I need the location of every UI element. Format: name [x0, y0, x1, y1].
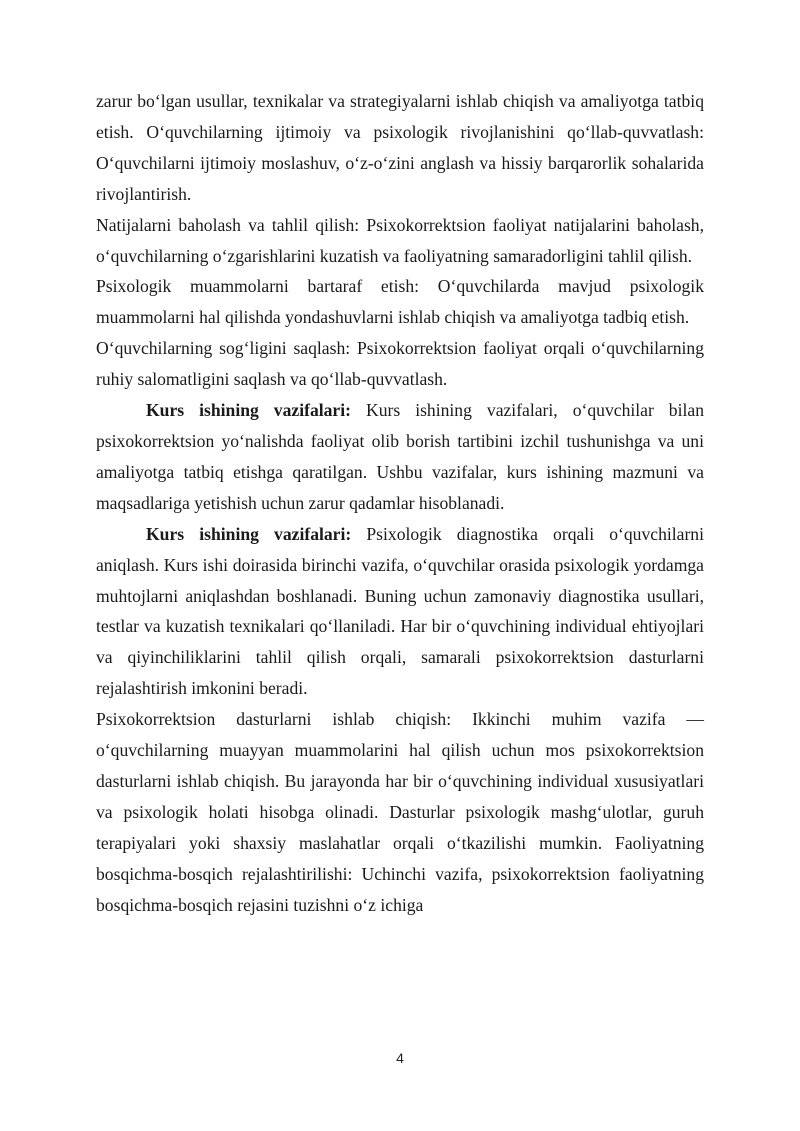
paragraph-6-text: Psixologik diagnostika orqali o‘quvchilarni aniqlash. Kurs ishi doirasida birinchi vazifa, o‘quvchilar orasida psixologik yordamga muhtojlarni aniqlashdan boshlanadi. Buning uchun zamonaviy diagnostika usullari, testlar va kuzatish texnikalari qo‘llaniladi. Har bir o‘quvchining individual ehtiyojlari va qiyinchiliklarini tahlil qilish orqali, samarali psixokorrektsion dasturlarni rejalashtirish imkonini beradi.: [96, 523, 704, 699]
paragraph-1-text: zarur bo‘lgan usullar, texnikalar va strategiyalarni ishlab chiqish va amaliyotga tatbiq etish. O‘quvchilarning ijtimoiy va psixologik rivojlanishini qo‘llab-quvvatlash: O‘quvchilarni ijtimoiy moslashuv, o‘z-o‘zini anglash va hissiy barqarorlik sohalarida rivojlantirish.: [96, 91, 704, 204]
paragraph-5-keyword: Kurs ishining vazifalari:: [146, 400, 351, 421]
document-body: [96, 86, 704, 920]
page-number: 4: [396, 1050, 404, 1066]
paragraph-3: [96, 271, 704, 333]
paragraph-5: [96, 395, 704, 519]
paragraph-5-text: Kurs ishining vazifalari, o‘quvchilar bilan psixokorrektsion yo‘nalishda faoliyat olib borish tartibini izchil tushunishga va uni amaliyotga tatbiq etishga qaratilgan. Ushbu vazifalar, kurs ishining mazmuni va maqsadlariga yetishish uchun zarur qadamlar hisoblanadi.: [96, 400, 704, 513]
paragraph-2: [96, 210, 704, 272]
paragraph-6: [96, 519, 704, 704]
paragraph-7: [96, 704, 704, 920]
paragraph-4: [96, 333, 704, 395]
paragraph-3-text: Psixologik muammolarni bartaraf etish: O‘quvchilarda mavjud psixologik muammolarni hal qilishda yondashuvlarni ishlab chiqish va amaliyotga tadbiq etish.: [96, 276, 704, 328]
paragraph-1: [96, 86, 704, 210]
paragraph-2-text: Natijalarni baholash va tahlil qilish: Psixokorrektsion faoliyat natijalarini baholash, o‘quvchilarning o‘zgarishlarini kuzatish va faoliyatning samaradorligini tahlil qilish.: [96, 214, 704, 266]
paragraph-7-text: Psixokorrektsion dasturlarni ishlab chiqish: Ikkinchi muhim vazifa — o‘quvchilarning muayyan muammolarini hal qilish uchun mos psixokorrektsion dasturlarni ishlab chiqish. Bu jarayonda har bir o‘quvchining individual xususiyatlari va psixologik holati hisobga olinadi. Dasturlar psixologik mashg‘ulotlar, guruh terapiyalari yoki shaxsiy maslahatlar orqali o‘tkazilishi mumkin. Faoliyatning bosqichma-bosqich rejalashtirilishi: Uchinchi vazifa, psixokorrektsion faoliyatning bosqichma-bosqich rejasini tuzishni o‘z ichiga: [96, 709, 704, 915]
paragraph-4-text: O‘quvchilarning sog‘ligini saqlash: Psixokorrektsion faoliyat orqali o‘quvchilarning ruhiy salomatligini saqlash va qo‘llab-quvvatlash.: [96, 338, 704, 390]
paragraph-6-keyword: Kurs ishining vazifalari:: [146, 523, 352, 544]
